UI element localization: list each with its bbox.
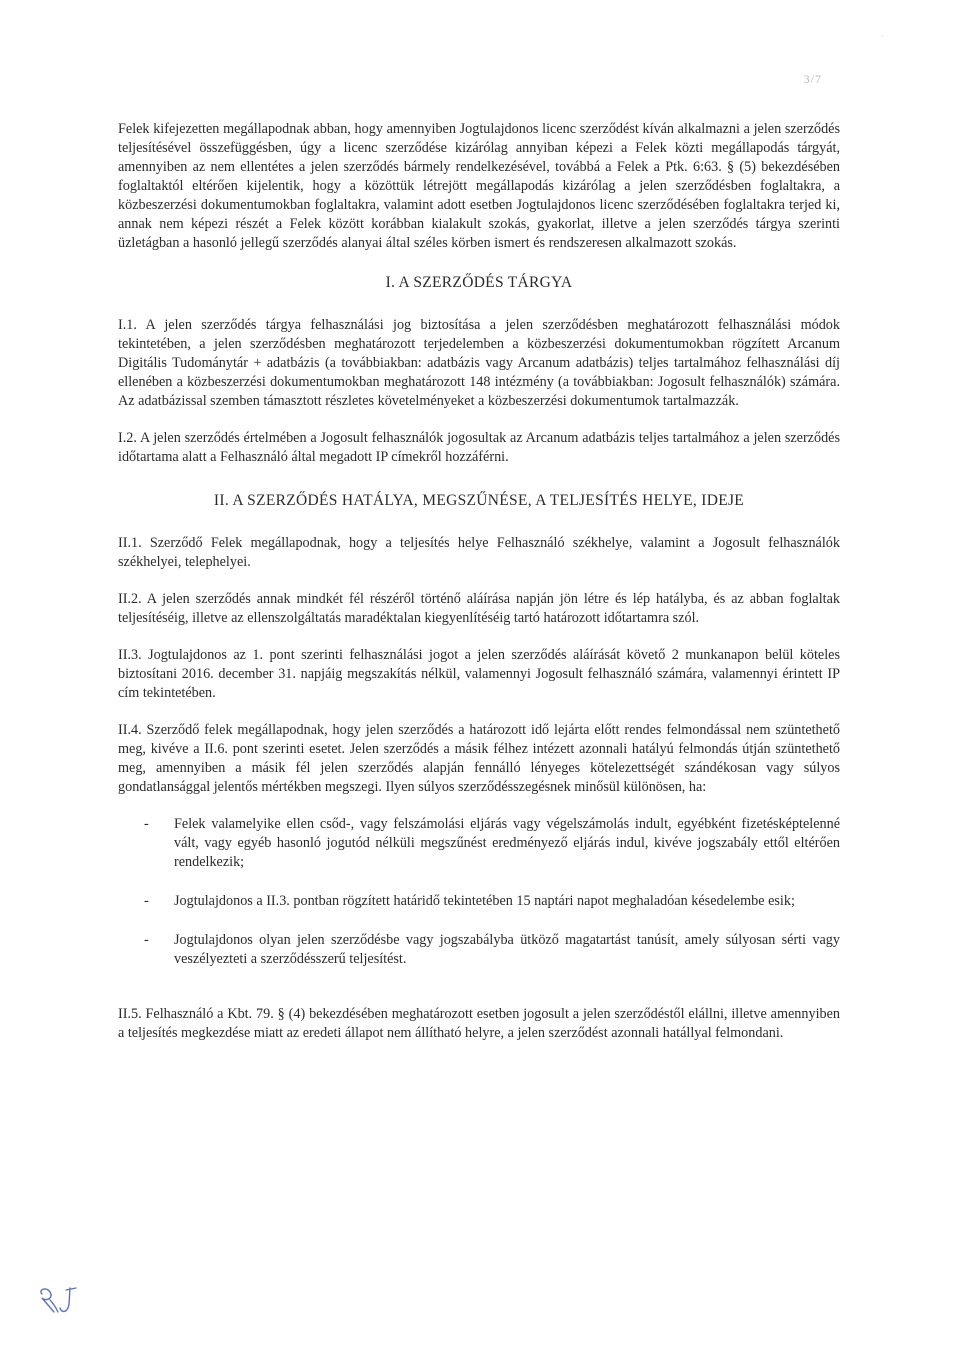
paragraph-2-2: II.2. A jelen szerződés annak mindkét fél részéről történő aláírása napján jön létre és lép hatályba, és az abban foglaltak teljesítéséig, illetve az ellenszolgáltatás maradéktalan kiegyenlítéséig tartó határozott időtartamra szól. — [118, 591, 840, 626]
bullet-dash: - — [144, 816, 149, 832]
list-item — [118, 931, 840, 969]
paragraph-1-2: I.2. A jelen szerződés értelmében a Jogosult felhasználók jogosultak az Arcanum adatbázis teljes tartalmához a jelen szerződés időtartama alatt a Felhasználó által megadott IP címekről hozzáférni. — [118, 430, 840, 465]
termination-conditions-list — [118, 815, 840, 969]
list-item — [118, 892, 840, 911]
paragraph-2-4: II.4. Szerződő felek megállapodnak, hogy jelen szerződés a határozott idő lejárta előtt rendes felmondással nem szüntethető meg, kivéve a II.6. pont szerinti esetet. Jelen szerződés a másik félhez intézett azonnali hatályú felmondás útján szüntethető meg, amennyiben a másik fél jelen szerződés alapján fennálló lényeges kötelezettségét szándékosan vagy súlyos gondatlansággal jelentős mértékben megszegi. Ilyen súlyos szerződésszegésnek minősül különösen, ha: — [118, 722, 840, 795]
list-item-text: Jogtulajdonos olyan jelen szerződésbe vagy jogszabályba ütköző magatartást tanúsít, amely súlyosan sérti vagy veszélyezteti a szerződésszerű teljesítést. — [174, 932, 840, 967]
list-item-text: Jogtulajdonos a II.3. pontban rögzített határidő tekintetében 15 naptári napot meghaladóan késedelembe esik; — [174, 893, 795, 909]
section-1-heading: I. A SZERZŐDÉS TÁRGYA — [385, 274, 573, 291]
section-2-heading: II. A SZERZŐDÉS HATÁLYA, MEGSZŰNÉSE, A TELJESÍTÉS HELYE, IDEJE — [213, 492, 745, 509]
page-mark: · — [880, 32, 884, 43]
paragraph-2-1: II.1. Szerződő Felek megállapodnak, hogy a teljesítés helye Felhasználó székhelye, valamint a Jogosult felhasználók székhelyei, telephelyei. — [118, 535, 840, 570]
page-number: 3/7 — [803, 72, 822, 86]
document-body — [118, 120, 840, 1061]
list-item-text: Felek valamelyike ellen csőd-, vagy felszámolási eljárás vagy végelszámolás indult, egyébként fizetésképtelenné vált, vagy egyéb hasonló jogutód nélküli megszűnést eredményező eljárás indul, kivéve jogszabály ettől eltérően rendelkezik; — [174, 816, 840, 870]
paragraph-1-1: I.1. A jelen szerződés tárgya felhasználási jog biztosítása a jelen szerződésben meghatározott felhasználási módok tekintetében, a jelen szerződésben meghatározott terjedelemben a közbeszerzési dokumentumokban rögzített Arcanum Digitális Tudománytár + adatbázis (a továbbiakban: adatbázis vagy Arcanum adatbázis) teljes tartalmához felhasználási díj ellenében a közbeszerzési dokumentumokban meghatározott 148 intézmény (a továbbiakban: Jogosult felhasználók) számára. Az adatbázissal szemben támasztott részletes követelményeket a közbeszerzési dokumentumok tartalmazzák. — [118, 317, 840, 409]
list-item — [118, 815, 840, 872]
paragraph-2-3: II.3. Jogtulajdonos az 1. pont szerinti felhasználási jogot a jelen szerződés aláírását követő 2 munkanapon belül köteles biztosítani 2016. december 31. napjáig megszakítás nélkül, valamennyi Jogosult felhasználó számára, valamennyi érintett IP cím tekintetében. — [118, 647, 840, 701]
handwritten-initials-signature — [36, 1284, 88, 1325]
paragraph-2-5: II.5. Felhasználó a Kbt. 79. § (4) bekezdésében meghatározott esetben jogosult a jelen szerződéstől elállni, illetve amennyiben a teljesítés megkezdése miatt az eredeti állapot nem állítható helyre, a jelen szerződést azonnali hatállyal felmondani. — [118, 1006, 840, 1041]
signature-icon — [36, 1284, 88, 1320]
intro-paragraph: Felek kifejezetten megállapodnak abban, hogy amennyiben Jogtulajdonos licenc szerződést kíván alkalmazni a jelen szerződés teljesítésével összefüggésben, úgy a licenc szerződése kizárólag annyiban képezi a Felek közti megállapodás tárgyát, amennyiben az nem ellentétes a jelen szerződés bármely rendelkezésével, továbbá a Felek a Ptk. 6:63. § (5) bekezdésében foglaltaktól eltérően kijelentik, hogy a közöttük létrejött megállapodás kizárólag a jelen szerződésben foglaltakra, a közbeszerzési dokumentumokban foglaltakra, valamint adott esetben Jogtulajdonos licenc szerződésében foglaltakra terjed ki, annak nem képezi részét a Felek között korábban kialakult szokás, gyakorlat, illetve a jelen szerződés tárgya szerinti üzletágban a hasonló jellegű szerződés alanyai által széles körben ismert és rendszeresen alkalmazott szokás. — [118, 121, 840, 251]
bullet-dash: - — [144, 932, 149, 948]
bullet-dash: - — [144, 893, 149, 909]
